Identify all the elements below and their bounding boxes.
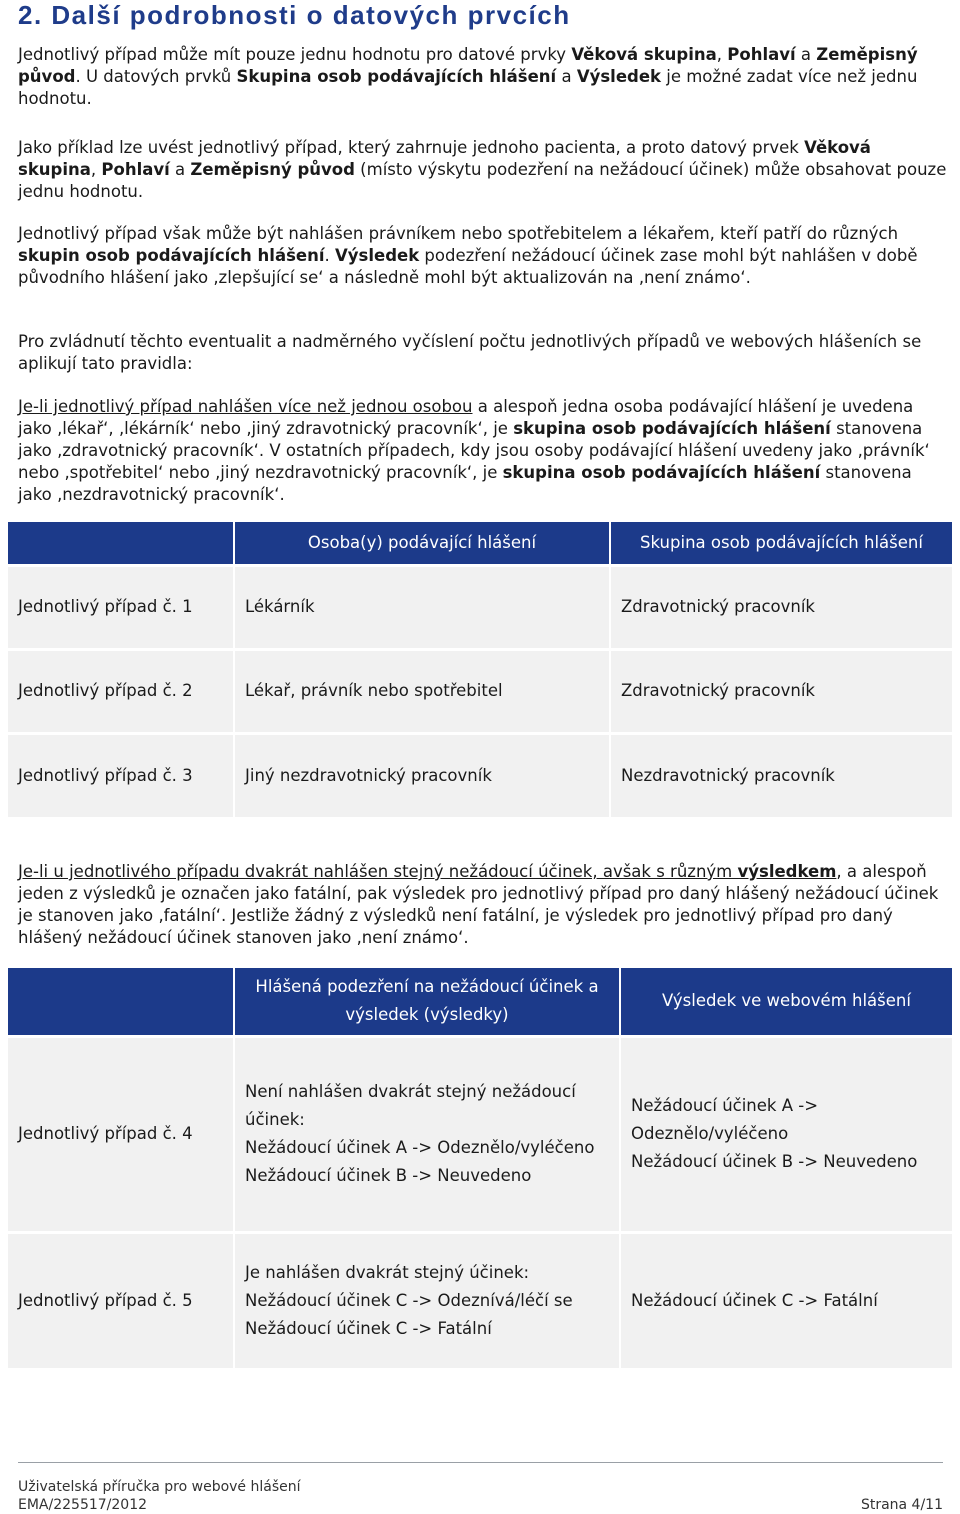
underlined-text: Je-li u jednotlivého případu dvakrát nahlášen stejný nežádoucí účinek, avšak s různým bbox=[18, 862, 738, 881]
table-cell: Jednotlivý případ č. 2 bbox=[8, 649, 234, 733]
table-row bbox=[8, 565, 952, 649]
bold-term: skupina osob podávajících hlášení bbox=[513, 419, 831, 438]
cell-line: Nežádoucí účinek C -> Odeznívá/léčí se bbox=[245, 1290, 573, 1310]
cell-line: Nežádoucí účinek A -> Odeznělo/vyléčeno bbox=[631, 1096, 819, 1143]
bold-term: Skupina osob podávajících hlášení bbox=[236, 67, 557, 86]
table-cell: Jednotlivý případ č. 3 bbox=[8, 733, 234, 817]
text: . U datových prvků bbox=[75, 67, 237, 86]
footer-divider bbox=[18, 1462, 943, 1463]
text: a bbox=[556, 67, 577, 86]
footer-meta bbox=[18, 1496, 943, 1514]
table-cell: Jednotlivý případ č. 1 bbox=[8, 565, 234, 649]
text: stanovena jako ‚nezdravotnický pracovník‘. bbox=[18, 463, 912, 504]
cell-line: Není nahlášen dvakrát stejný nežádoucí účinek: bbox=[245, 1082, 576, 1129]
paragraph-4: Pro zvládnutí těchto eventualit a nadměrného vyčíslení počtu jednotlivých případů ve webových hlášeních se aplikují tato pravidla: bbox=[18, 332, 922, 373]
text: (místo výskytu podezření na nežádoucí účinek) může obsahovat pouze jednu hodnotu. bbox=[18, 160, 947, 201]
text: a bbox=[795, 45, 817, 64]
reporter-group-table bbox=[8, 522, 952, 817]
bold-term: Věková skupina bbox=[18, 138, 871, 179]
cell-line: Nežádoucí účinek C -> Fatální bbox=[245, 1318, 492, 1338]
bold-term: Zeměpisný původ bbox=[190, 160, 355, 179]
table-header-cell bbox=[8, 522, 234, 565]
table-cell bbox=[234, 1036, 620, 1232]
table-cell: Zdravotnický pracovník bbox=[610, 649, 952, 733]
text: Jako příklad lze uvést jednotlivý případ, který zahrnuje jednoho pacienta, a proto datový prvek bbox=[18, 138, 805, 157]
table-cell: Jiný nezdravotnický pracovník bbox=[234, 733, 610, 817]
table-header-cell: Osoba(y) podávající hlášení bbox=[234, 522, 610, 565]
table-header-cell bbox=[8, 968, 234, 1036]
table-cell: Jednotlivý případ č. 4 bbox=[8, 1036, 234, 1232]
table-header-row bbox=[8, 968, 952, 1036]
paragraph-5 bbox=[18, 396, 948, 506]
bold-term: Zeměpisný původ bbox=[18, 45, 918, 86]
paragraph-1 bbox=[18, 44, 948, 110]
text: , bbox=[90, 160, 102, 179]
bold-term: Výsledek bbox=[576, 67, 661, 86]
table-row bbox=[8, 1232, 952, 1368]
bold-term: skupina osob podávajících hlášení bbox=[502, 463, 821, 482]
text: , bbox=[716, 45, 728, 64]
table-row bbox=[8, 733, 952, 817]
cell-line: Nežádoucí účinek B -> Neuvedeno bbox=[245, 1166, 532, 1185]
document-id: EMA/225517/2012 bbox=[18, 1497, 148, 1513]
outcome-table bbox=[8, 968, 952, 1368]
page-number: Strana 4/11 bbox=[860, 1497, 943, 1513]
text: je možné zadat více než jednu hodnotu. bbox=[18, 67, 918, 108]
paragraph-6 bbox=[18, 861, 948, 949]
bold-term: Pohlaví bbox=[101, 160, 170, 179]
table-cell: Nezdravotnický pracovník bbox=[610, 733, 952, 817]
cell-line: Nežádoucí účinek C -> Fatální bbox=[631, 1290, 878, 1310]
bold-term: Výsledek bbox=[335, 246, 420, 265]
bold-term: Věková skupina bbox=[571, 45, 717, 64]
cell-line: Nežádoucí účinek A -> Odeznělo/vyléčeno bbox=[245, 1138, 595, 1157]
table-cell bbox=[620, 1036, 952, 1232]
table-row bbox=[8, 1036, 952, 1232]
text: Jednotlivý případ může mít pouze jednu hodnotu pro datové prvky bbox=[18, 45, 572, 64]
table-header-row bbox=[8, 522, 952, 565]
text: . bbox=[324, 246, 335, 265]
paragraph-3 bbox=[18, 223, 948, 289]
cell-line: Nežádoucí účinek B -> Neuvedeno bbox=[631, 1152, 918, 1171]
footer-title: Uživatelská příručka pro webové hlášení bbox=[18, 1479, 301, 1495]
text: a bbox=[169, 160, 191, 179]
underlined-text: Je-li jednotlivý případ nahlášen více než jednou osobou bbox=[18, 397, 473, 416]
table-header-cell: Výsledek ve webovém hlášení bbox=[620, 968, 952, 1036]
table-cell: Lékař, právník nebo spotřebitel bbox=[234, 649, 610, 733]
table-cell bbox=[620, 1232, 952, 1368]
table-header-cell: Skupina osob podávajících hlášení bbox=[610, 522, 952, 565]
table-cell: Jednotlivý případ č. 5 bbox=[8, 1232, 234, 1368]
cell-line: Je nahlášen dvakrát stejný účinek: bbox=[245, 1262, 530, 1282]
text: Jednotlivý případ však může být nahlášen právníkem nebo spotřebitelem a lékařem, kteří patří do různých bbox=[18, 224, 899, 243]
text: podezření nežádoucí účinek zase mohl být nahlášen v době původního hlášení jako ‚zlepšující se‘ a následně mohl být aktualizován na ‚není známo‘. bbox=[18, 246, 918, 287]
table-cell bbox=[234, 1232, 620, 1368]
table-row bbox=[8, 649, 952, 733]
table-cell: Lékárník bbox=[234, 565, 610, 649]
bold-underlined-term: výsledkem bbox=[737, 862, 837, 881]
table-header-cell: Hlášená podezření na nežádoucí účinek a výsledek (výsledky) bbox=[234, 968, 620, 1036]
table-cell: Zdravotnický pracovník bbox=[610, 565, 952, 649]
text: stanovena jako ‚zdravotnický pracovník‘. V ostatních případech, kdy jsou osoby podávající hlášení uvedeny jako ‚právník‘ nebo ‚spotřebitel‘ nebo ‚jiný nezdravotnický pracovník‘, je bbox=[18, 419, 930, 482]
section-heading: 2. Další podrobnosti o datových prvcích bbox=[18, 0, 571, 30]
bold-term: skupin osob podávajících hlášení bbox=[18, 246, 325, 265]
text: , a alespoň jeden z výsledků je označen jako fatální, pak výsledek pro jednotlivý případ pro daný hlášený nežádoucí účinek je stanoven jako ‚fatální‘. Jestliže žádný z výsledků není fatální, je výsledek pro jednotlivý případ pro daný hlášený nežádoucí účinek stanoven jako ‚není známo‘. bbox=[18, 862, 939, 947]
paragraph-2 bbox=[18, 137, 948, 203]
bold-term: Pohlaví bbox=[727, 45, 796, 64]
text: a alespoň jedna osoba podávající hlášení je uvedena jako ‚lékař‘, ‚lékárník‘ nebo ‚jiný zdravotnický pracovník‘, je bbox=[18, 397, 914, 438]
